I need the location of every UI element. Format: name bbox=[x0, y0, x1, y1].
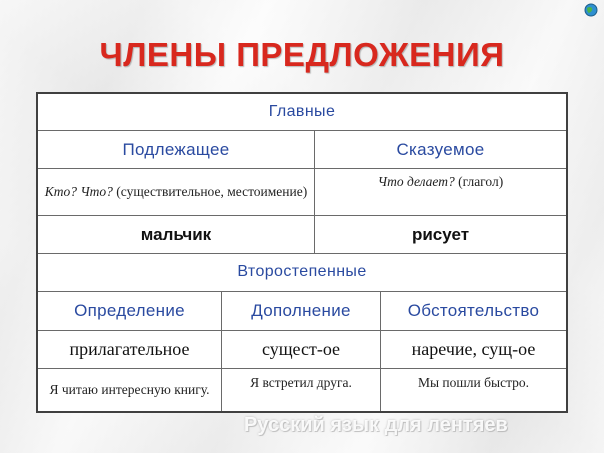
column-divider bbox=[221, 292, 222, 411]
attribute-label: Определение bbox=[74, 301, 185, 321]
members-table bbox=[36, 92, 568, 413]
object-part-of-speech: сущест-ое bbox=[261, 339, 341, 360]
globe-icon bbox=[584, 3, 598, 17]
attribute-part-of-speech: прилагательное bbox=[69, 339, 190, 360]
subject-label: Подлежащее bbox=[122, 139, 230, 159]
subject-question-cell bbox=[38, 169, 314, 215]
page-title: ЧЛЕНЫ ПРЕДЛОЖЕНИЯ bbox=[99, 36, 505, 73]
watermark: Русский язык для лентяев bbox=[244, 414, 508, 436]
predicate-question-cell bbox=[315, 169, 566, 215]
column-divider bbox=[380, 292, 381, 411]
predicate-note: (глагол) bbox=[454, 174, 504, 189]
object-label: Дополнение bbox=[251, 301, 351, 321]
adverbial-label: Обстоятельство bbox=[407, 301, 540, 321]
column-divider bbox=[314, 131, 315, 253]
subject-question: Кто? Что? bbox=[44, 184, 113, 200]
adverbial-example: Мы пошли быстро. bbox=[417, 375, 530, 390]
object-example: Я встретил друга. bbox=[250, 375, 352, 390]
adverbial-part-of-speech: наречие, сущ-ое bbox=[411, 339, 536, 360]
subject-example: мальчик bbox=[140, 224, 212, 244]
attribute-example: Я читаю интересную книгу. bbox=[49, 382, 210, 398]
predicate-example: рисует bbox=[411, 224, 470, 244]
main-members-heading: Главные bbox=[268, 102, 336, 120]
subject-note: (существительное, местоимение) bbox=[112, 184, 308, 200]
predicate-label: Сказуемое bbox=[396, 139, 485, 159]
secondary-members-heading: Второстепенные bbox=[237, 263, 367, 281]
predicate-question: Что делает? bbox=[377, 174, 455, 189]
